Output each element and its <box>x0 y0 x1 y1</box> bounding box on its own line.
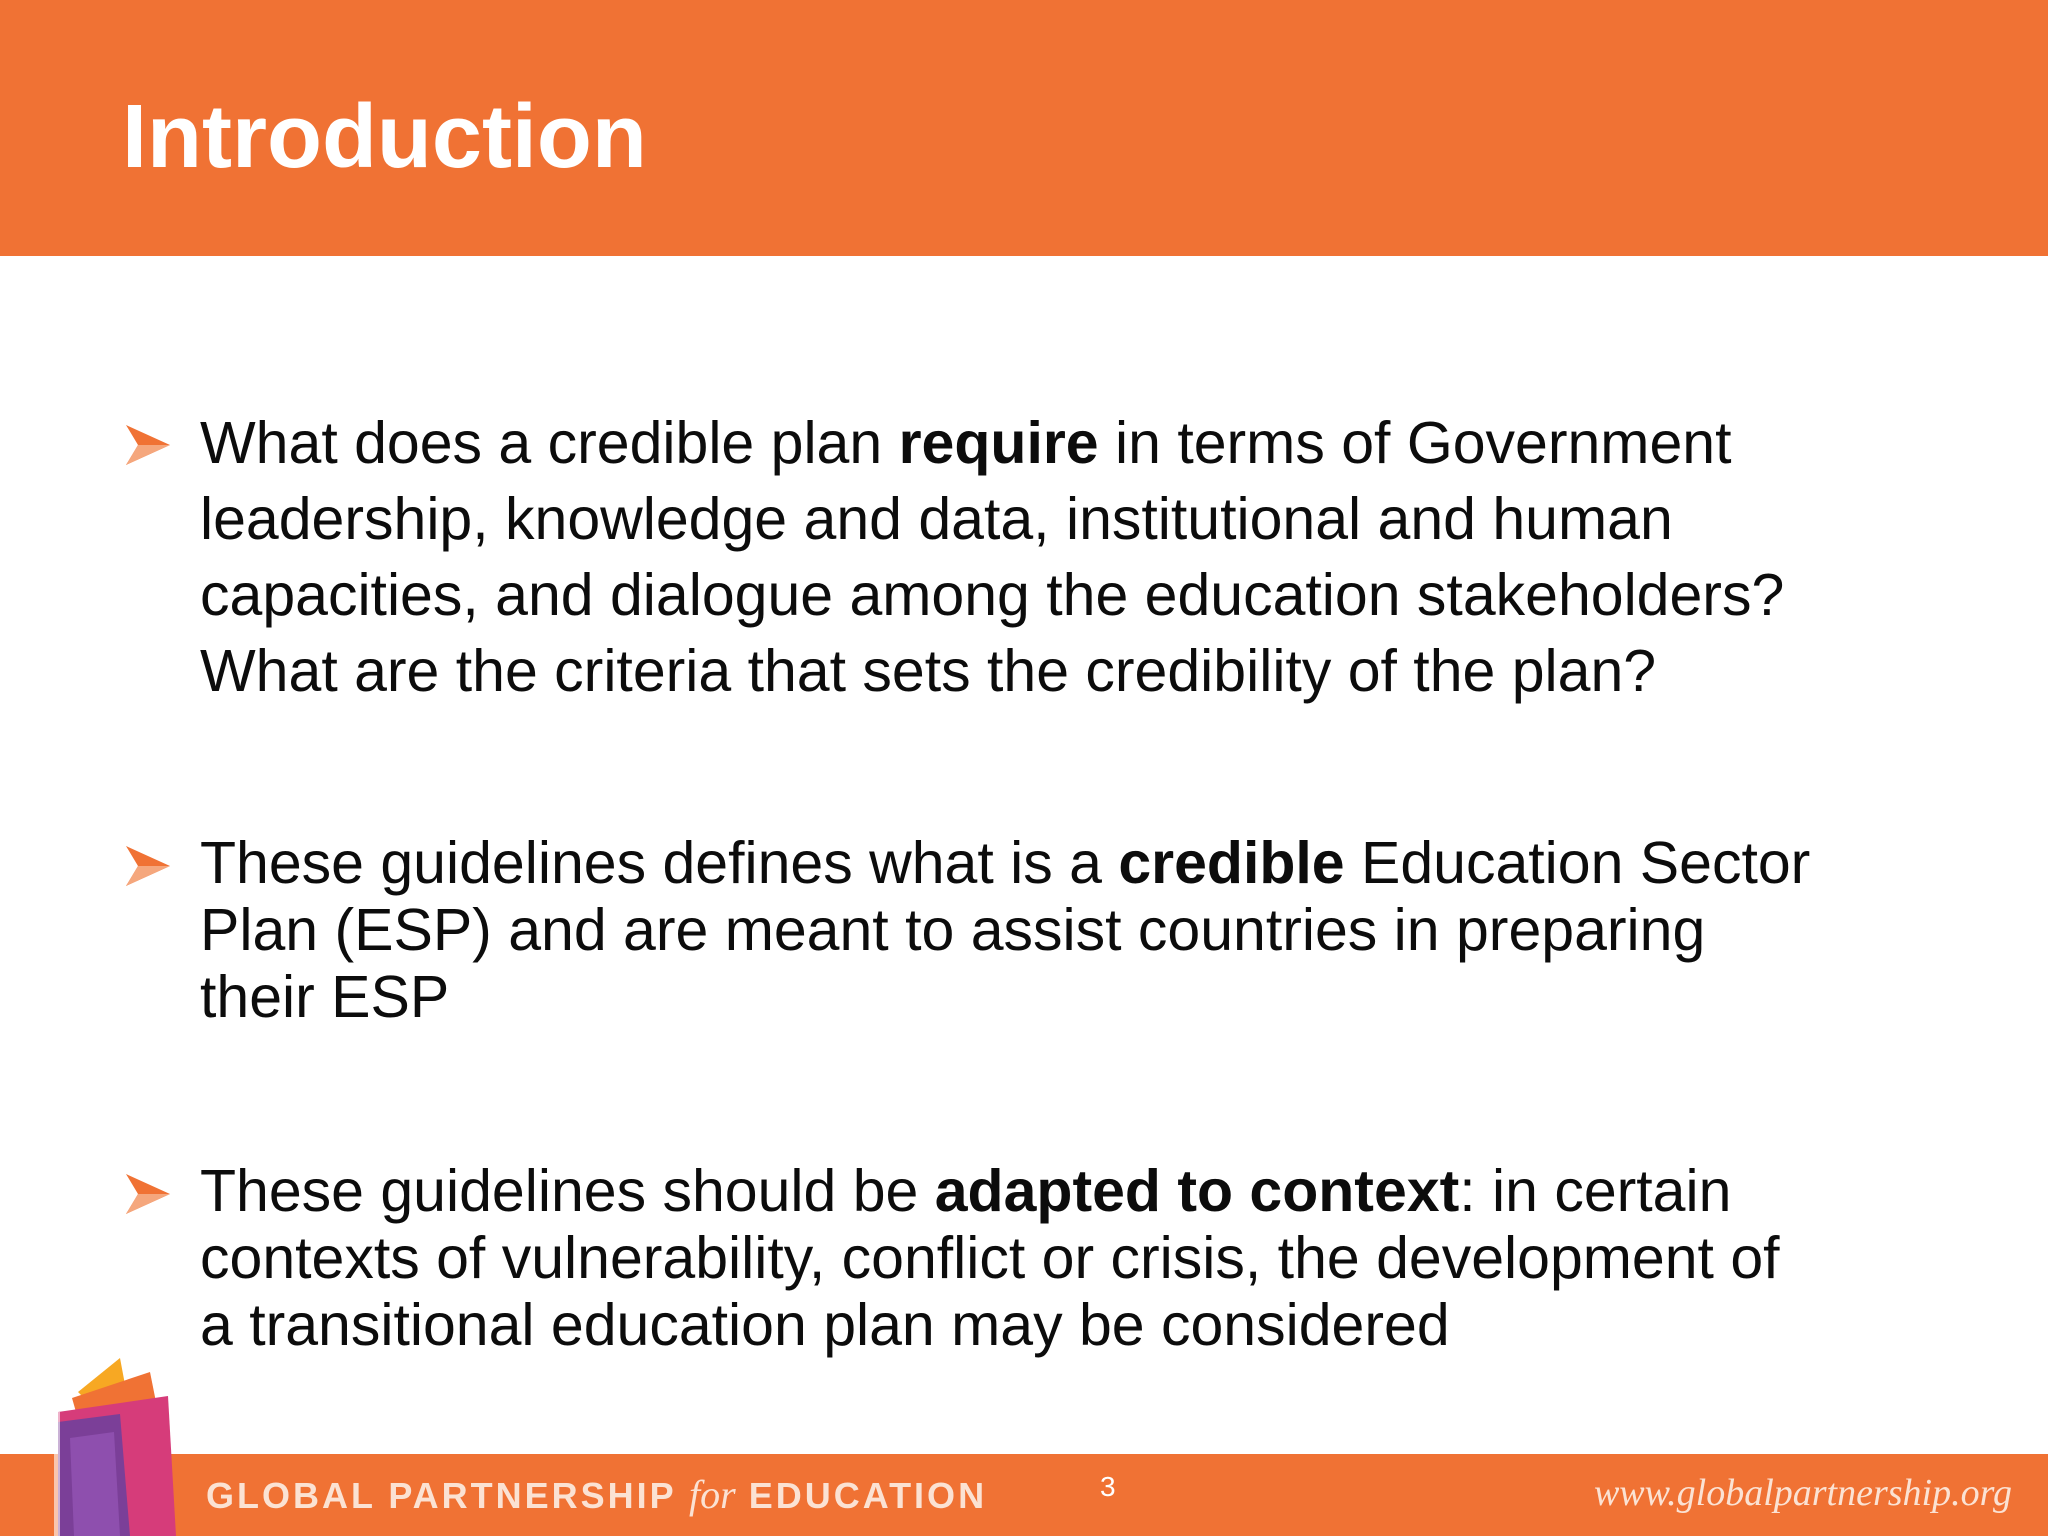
text-line: contexts of vulnerability, conflict or crisis, the development of <box>200 1225 1780 1291</box>
text-line: leadership, knowledge and data, institutional and human <box>200 486 1673 552</box>
arrowhead-bullet-icon <box>124 423 172 467</box>
text-line: These guidelines defines what is a credible Education Sector <box>200 830 1811 896</box>
text-line: a transitional education plan may be considered <box>200 1292 1450 1358</box>
footer-org-name: GLOBAL PARTNERSHIP for EDUCATION <box>206 1472 988 1517</box>
page-number: 3 <box>1100 1471 1116 1502</box>
arrowhead-bullet-icon <box>124 844 172 888</box>
arrowhead-bullet-icon <box>124 1172 172 1216</box>
bullet-text <box>200 830 2020 1031</box>
text-line: These guidelines should be adapted to context: in certain <box>200 1158 1732 1224</box>
text-line: What are the criteria that sets the credibility of the plan? <box>200 638 1657 704</box>
title-bar <box>0 0 2048 256</box>
gpe-book-logo <box>50 1352 190 1536</box>
text-line: What does a credible plan require in terms of Government <box>200 410 1732 476</box>
footer-url: www.globalpartnership.org <box>1593 1472 2012 1514</box>
slide-title: Introduction <box>122 87 647 187</box>
bullet-text <box>200 1158 2020 1359</box>
text-line: Plan (ESP) and are meant to assist countries in preparing <box>200 897 1706 963</box>
bullet-text <box>200 405 2020 709</box>
text-line: their ESP <box>200 964 450 1030</box>
text-line: capacities, and dialogue among the education stakeholders? <box>200 562 1785 628</box>
